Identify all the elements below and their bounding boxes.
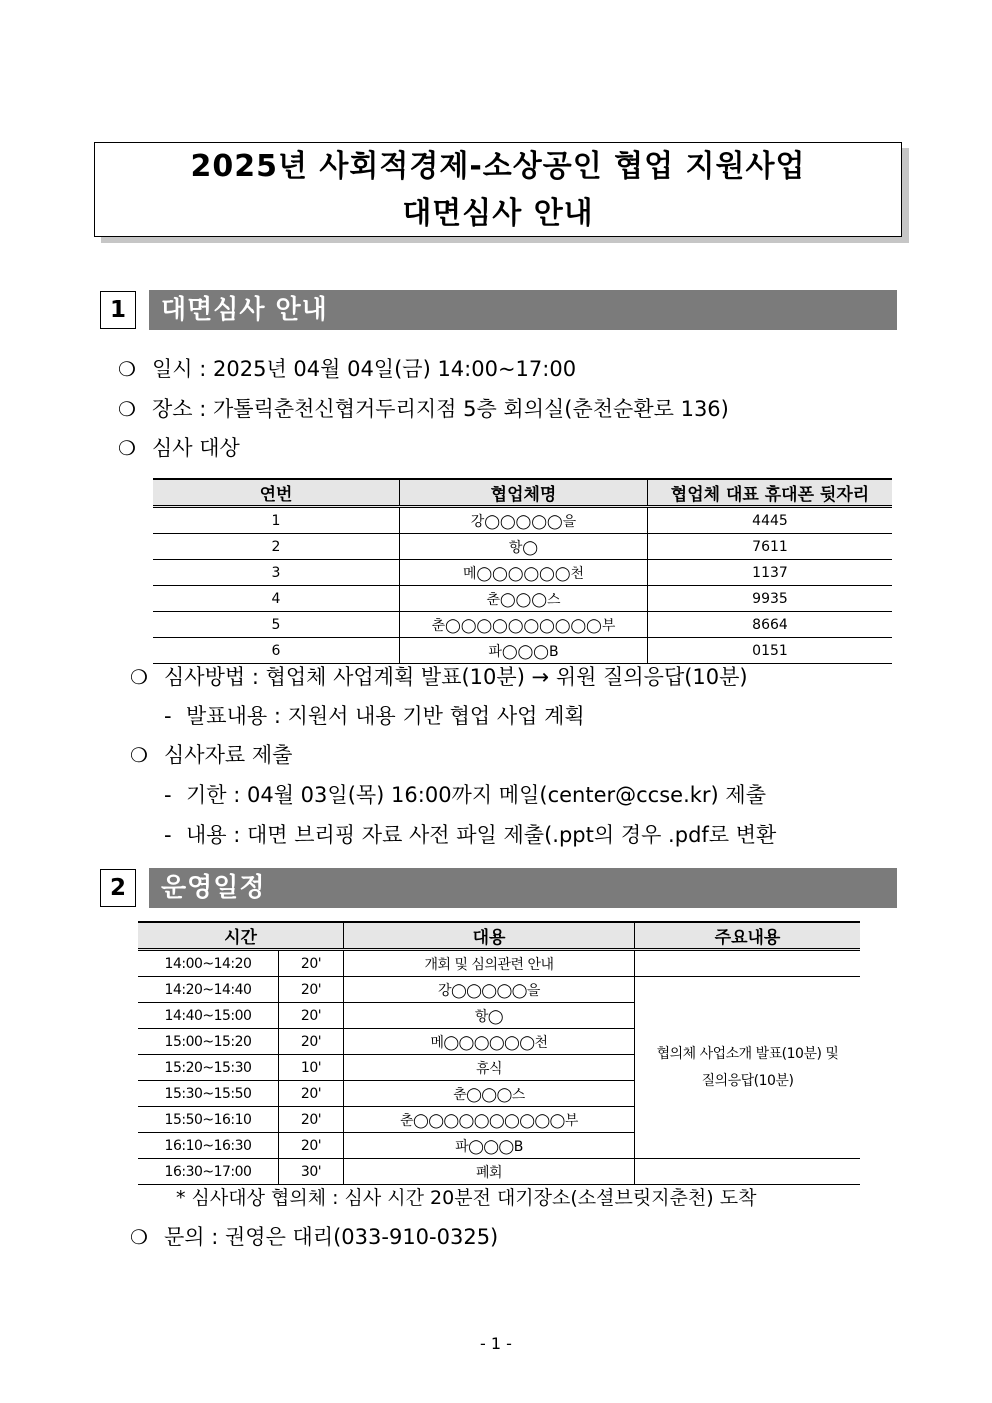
- bullet-icon: ❍: [118, 357, 136, 381]
- section1-heading: 대면심사 안내: [149, 290, 897, 330]
- materials-content: - 내용 : 대면 브리핑 자료 사전 파일 제출(.ppt의 경우 .pdf로 변환: [164, 823, 777, 847]
- footnote: * 심사대상 협의체 : 심사 시간 20분전 대기장소(소셜브릿지춘천) 도착: [176, 1187, 757, 1209]
- method-item: ❍ 심사방법 : 협업체 사업계획 발표(10분) → 위원 질의응답(10분): [130, 665, 748, 689]
- main-content-note: 협의체 사업소개 발표(10분) 및 질의응답(10분): [635, 977, 861, 1159]
- targets-item: ❍ 심사 대상: [118, 436, 240, 460]
- table-row: 16:10~16:30 20' 파◯◯◯B: [138, 1133, 860, 1159]
- section1-number: 1: [100, 291, 136, 329]
- table-row: 14:20~14:40 20' 강◯◯◯◯◯을 협의체 사업소개 발표(10분) 및 질의응답(10분): [138, 977, 860, 1003]
- table-row: 15:20~15:30 10' 휴식: [138, 1055, 860, 1081]
- bullet-icon: ❍: [118, 397, 136, 421]
- review-targets-table: [153, 478, 892, 664]
- table-row: 6 파◯◯◯B 0151: [153, 638, 892, 664]
- bullet-icon: ❍: [130, 743, 148, 767]
- column-header: 대용: [344, 922, 635, 950]
- bullet-icon: ❍: [118, 436, 136, 460]
- page-number: - 1 -: [480, 1334, 512, 1353]
- schedule-item: ❍ 일시 : 2025년 04월 04일(금) 14:00~17:00: [118, 357, 577, 381]
- bullet-icon: ❍: [130, 1225, 148, 1249]
- column-header: 연번: [153, 479, 400, 507]
- table-row: 15:00~15:20 20' 메◯◯◯◯◯◯천: [138, 1029, 860, 1055]
- table-row: 3 메◯◯◯◯◯◯천 1137: [153, 560, 892, 586]
- materials-deadline: - 기한 : 04월 03일(목) 16:00까지 메일(center@ccse.kr) 제출: [164, 783, 766, 807]
- table-row: 15:30~15:50 20' 춘◯◯◯스: [138, 1081, 860, 1107]
- materials-item: ❍ 심사자료 제출: [130, 743, 293, 767]
- table-row: 14:40~15:00 20' 항◯: [138, 1003, 860, 1029]
- column-header: 협업체 대표 휴대폰 뒷자리: [648, 479, 893, 507]
- column-header: 협업체명: [400, 479, 648, 507]
- table-row: 14:00~14:20 20' 개회 및 심의관련 안내: [138, 950, 860, 977]
- document-title-line2: 대면심사 안내: [402, 196, 594, 231]
- section2-number: 2: [100, 869, 136, 907]
- contact-item: ❍ 문의 : 권영은 대리(033-910-0325): [130, 1225, 499, 1249]
- column-header: 시간: [138, 922, 344, 950]
- method-subitem: - 발표내용 : 지원서 내용 기반 협업 사업 계획: [164, 704, 585, 728]
- document-title-box: [94, 142, 902, 237]
- table-row: 5 춘◯◯◯◯◯◯◯◯◯◯부 8664: [153, 612, 892, 638]
- table-row: 16:30~17:00 30' 폐회: [138, 1159, 860, 1185]
- table-row: 15:50~16:10 20' 춘◯◯◯◯◯◯◯◯◯◯부: [138, 1107, 860, 1133]
- table-row: 4 춘◯◯◯스 9935: [153, 586, 892, 612]
- venue-item: ❍ 장소 : 가톨릭춘천신협거두리지점 5층 회의실(춘천순환로 136): [118, 397, 729, 421]
- table-row: 1 강◯◯◯◯◯을 4445: [153, 507, 892, 534]
- schedule-table: [138, 921, 860, 1185]
- bullet-icon: ❍: [130, 665, 148, 689]
- table-row: 2 항◯ 7611: [153, 534, 892, 560]
- section2-heading: 운영일정: [149, 868, 897, 908]
- column-header: 주요내용: [635, 922, 861, 950]
- document-title-line1: 2025년 사회적경제-소상공인 협업 지원사업: [190, 149, 806, 184]
